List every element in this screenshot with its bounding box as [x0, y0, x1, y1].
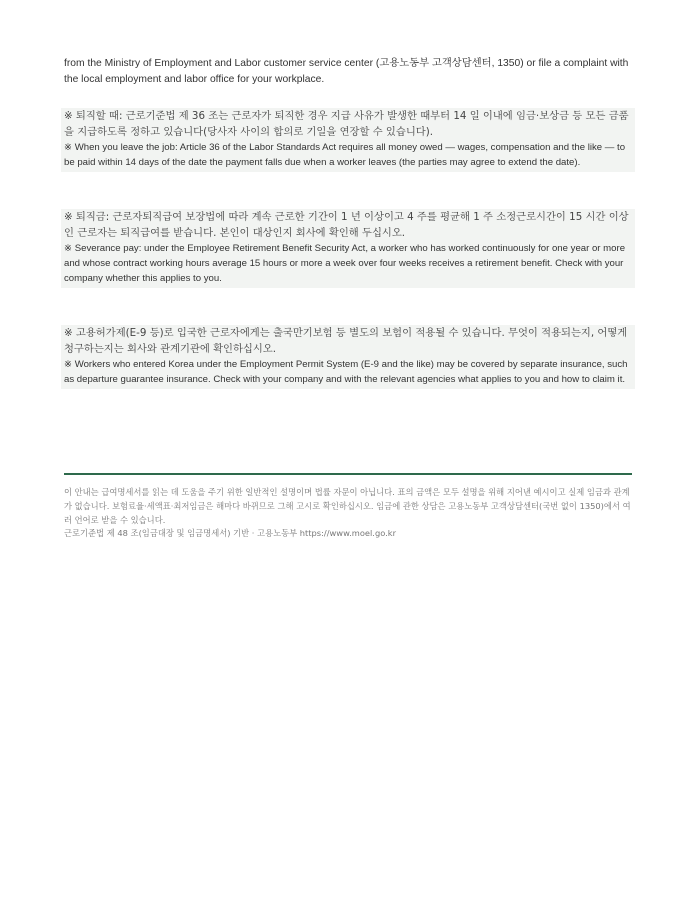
intro-paragraph: from the Ministry of Employment and Labor customer service center (고용노동부 고객상담센터, 1350) or file a complaint with the local employment and labor office for your workplace.	[64, 58, 629, 85]
note-korean-text: ※ 고용허가제(E-9 등)로 입국한 근로자에게는 출국만기보험 등 별도의 보험이 적용될 수 있습니다. 무엇이 적용되는지, 어떻게 청구하는지는 회사와 관계기관에 확인하십시오.	[64, 327, 628, 355]
note-english-text: ※ When you leave the job: Article 36 of the Labor Standards Act requires all money owed — wages, compensation and the like — to be paid within 14 days of the date the payment falls due when a worker leaves (the parties may agree to extend the date).	[64, 142, 626, 168]
footer-source: 근로기준법 제 48 조(임금대장 및 임금명세서) 기반 · 고용노동부 https://www.moel.go.kr	[64, 528, 396, 539]
note-korean-text: ※ 퇴직할 때: 근로기준법 제 36 조는 근로자가 퇴직한 경우 지급 사유가 발생한 때부터 14 일 이내에 임금·보상금 등 모든 금품을 지급하도록 정하고 있습니다(당사자 사이의 합의로 기일을 연장할 수 있습니다).	[64, 110, 629, 138]
footer-divider	[64, 473, 632, 475]
note-severance-pay	[61, 209, 635, 288]
note-leaving-job	[61, 108, 635, 172]
note-employment-permit-system	[61, 325, 635, 389]
note-english-text: ※ Workers who entered Korea under the Employment Permit System (E-9 and the like) may be covered by separate insurance, such as departure guarantee insurance. Check with your company and with the relevant agencies what applies to you and how to claim it.	[64, 359, 628, 385]
footer-disclaimer: 이 안내는 급여명세서를 읽는 데 도움을 주기 위한 일반적인 설명이며 법률 자문이 아닙니다. 표의 금액은 모두 설명을 위해 지어낸 예시이고 실제 임금과 관계가 없습니다. 보험료율·세액표·최저임금은 해마다 바뀌므로 그해 고시로 확인하십시오. 임금에 관한 상담은 고용노동부 고객상담센터(국번 없이 1350)에서 여러 언어로 받을 수 있습니다.	[64, 487, 631, 525]
footer	[64, 486, 632, 541]
note-english-text: ※ Severance pay: under the Employee Retirement Benefit Security Act, a worker who has worked continuously for one year or more and whose contract working hours average 15 hours or more a week over four weeks receives a retirement benefit. Check with your company whether this applies to you.	[64, 243, 626, 284]
document-page	[64, 56, 632, 541]
note-korean-text: ※ 퇴직금: 근로자퇴직급여 보장법에 따라 계속 근로한 기간이 1 년 이상이고 4 주를 평균해 1 주 소정근로시간이 15 시간 이상인 근로자는 퇴직급여를 받습니다. 본인이 대상인지 회사에 확인해 두십시오.	[64, 211, 629, 239]
